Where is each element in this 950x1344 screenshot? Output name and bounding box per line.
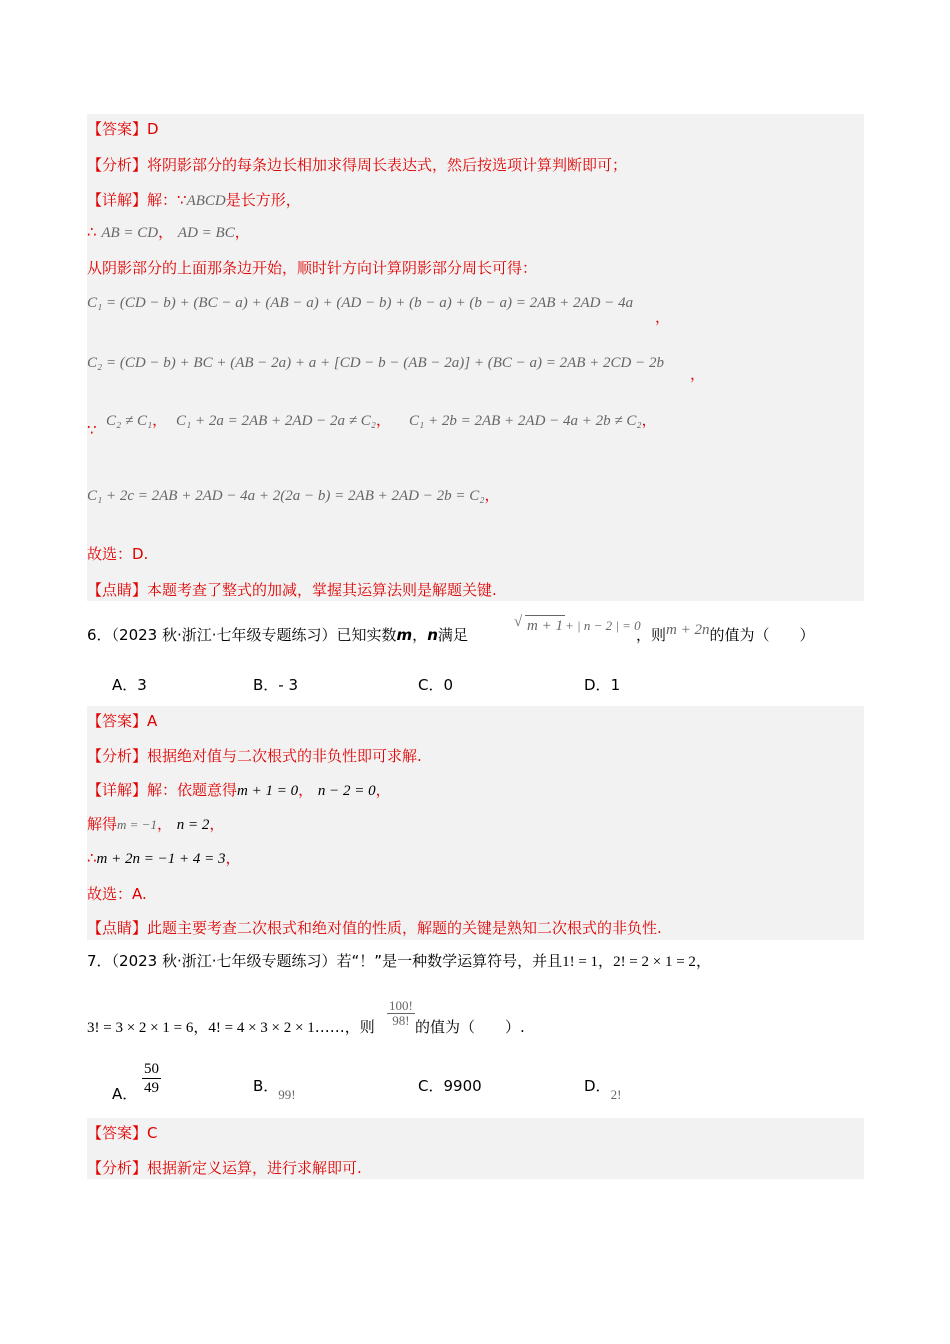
eq: n − 2 = 0 — [317, 783, 376, 799]
detail-tag: 【详解】 — [87, 191, 148, 209]
eq: 4! = 4 × 3 × 2 × 1 — [208, 1020, 315, 1036]
sep: ， — [598, 952, 614, 970]
q6-comment-line — [87, 918, 662, 938]
q7-option-d[interactable] — [584, 1076, 622, 1102]
sep: ， — [298, 781, 314, 799]
end: ， — [209, 815, 225, 833]
q5-answer-line — [87, 119, 159, 139]
q6-option-d[interactable] — [584, 675, 620, 695]
answer-tag: 【答案】 — [87, 1124, 148, 1142]
stem-end: 的值为（ ）. — [415, 1018, 525, 1036]
eq-ne2-math: C₁ + 2a = 2AB + 2AD − 2a ≠ C₂ — [176, 413, 376, 429]
answer-value: A — [147, 712, 158, 730]
eq: m = −1 — [117, 817, 157, 832]
q5-line2 — [87, 222, 250, 243]
q5-because-line — [87, 420, 97, 440]
q6-therefore-line — [87, 848, 241, 869]
comma: ， — [412, 626, 428, 644]
eq-ab-cd: AB = CD — [101, 225, 159, 241]
eq-c1-math: C₁ = (CD − b) + (BC − a) + (AB − a) + (AD − b) + (b − a) + (b − a) = 2AB + 2AD − 4a — [87, 295, 634, 311]
option-letter: D． — [584, 1077, 611, 1095]
analysis-tag: 【分析】 — [87, 747, 148, 765]
detail-tag: 【详解】 — [87, 781, 148, 799]
q5-analysis-line — [87, 155, 627, 175]
option-letter: A． — [112, 1085, 138, 1103]
analysis-tag: 【分析】 — [87, 1159, 148, 1177]
denominator: 98! — [392, 1013, 410, 1028]
q5-line3 — [87, 258, 537, 278]
eq: 2! = 2 × 1 = 2 — [613, 954, 696, 970]
because-symbol: ∵ — [87, 421, 97, 439]
q5-ne1 — [106, 410, 167, 431]
denominator: 49 — [144, 1080, 160, 1096]
eq: m + 1 = 0 — [237, 783, 299, 799]
detail-prefix: 解：∵ — [147, 191, 187, 209]
analysis-tag: 【分析】 — [87, 156, 148, 174]
end: ， — [234, 223, 250, 241]
numerator: 50 — [144, 1061, 160, 1077]
ellipsis: …… — [314, 1018, 345, 1036]
q5-eq-c1 — [87, 292, 633, 313]
choose-text: 故选：A. — [87, 885, 147, 903]
q7-answer-line — [87, 1123, 158, 1143]
comment-text: 此题主要考查二次根式和绝对值的性质，解题的关键是熟知二次根式的非负性. — [147, 919, 662, 937]
comment-tag: 【点睛】 — [87, 581, 148, 599]
target-expr: m + 2n — [666, 622, 710, 638]
q6-stem-end: 的值为（ ） — [709, 626, 815, 644]
q5-choose-line — [87, 544, 148, 564]
choose-text: 故选：D. — [87, 545, 149, 563]
q5-eq-c2 — [87, 352, 664, 373]
eq-ne3-math: C₁ + 2b = 2AB + 2AD − 4a + 2b ≠ C₂ — [409, 413, 642, 429]
comma: ， — [375, 411, 391, 429]
detail-prefix: 解：依题意得 — [147, 781, 238, 799]
q6-answer-line — [87, 711, 157, 731]
q6-choose-line — [87, 884, 147, 904]
option-text: 99! — [278, 1087, 296, 1102]
comma: ， — [484, 486, 500, 504]
analysis-text: 根据新定义运算，进行求解即可. — [147, 1159, 362, 1177]
q5-ne3 — [409, 410, 657, 431]
detail-math: ABCD — [186, 193, 226, 209]
eq: n = 2 — [176, 817, 210, 833]
sep: ， — [193, 1018, 209, 1036]
option-text: 0 — [443, 676, 454, 694]
sep: ， — [156, 815, 172, 833]
comment-tag: 【点睛】 — [87, 919, 148, 937]
q6-condition — [515, 615, 641, 636]
numerator: 100! — [389, 998, 413, 1013]
comma: ， — [690, 365, 706, 383]
option-text: 9900 — [443, 1077, 482, 1095]
solve-prefix: 解得 — [87, 815, 118, 833]
sqrt-expr: √ m + 1 — [525, 615, 565, 636]
option-letter: B． — [253, 676, 279, 694]
end: ， — [375, 781, 391, 799]
q6-analysis-line — [87, 746, 422, 766]
answer-tag: 【答案】 — [87, 712, 148, 730]
answer-value: C — [147, 1124, 158, 1142]
option-text: - 3 — [278, 676, 299, 694]
q6-option-b[interactable] — [253, 675, 298, 695]
q5-eq-c2-end — [690, 364, 705, 384]
sep: ， — [695, 952, 711, 970]
option-text: 1 — [610, 676, 621, 694]
detail-suffix: 是长方形， — [225, 191, 301, 209]
analysis-text: 根据绝对值与二次根式的非负性即可求解. — [147, 747, 422, 765]
q6-option-a[interactable] — [112, 675, 147, 695]
eq-c-math: C₁ + 2c = 2AB + 2AD − 4a + 2(2a − b) = 2AB + 2AD − 2b = C₂ — [87, 488, 485, 504]
q6-stem-mid2: ，则 — [636, 626, 667, 644]
eq: m + 2n = −1 + 4 = 3 — [96, 851, 226, 867]
comma: ， — [641, 411, 657, 429]
comma: ， — [152, 411, 168, 429]
fraction-50-49 — [142, 1060, 161, 1097]
q6-stem — [87, 625, 468, 645]
abs-expr: + | n − 2 | = 0 — [564, 618, 641, 633]
answer-tag: 【答案】 — [87, 120, 148, 138]
q6-stem-prefix: 6．（2023 秋·浙江·七年级专题练习）已知实数 — [87, 626, 397, 644]
option-letter: A． — [112, 676, 138, 694]
eq: 1! = 1 — [562, 954, 599, 970]
therefore-symbol: ∴ — [87, 223, 97, 241]
option-letter: C． — [418, 676, 444, 694]
option-letter: C． — [418, 1077, 444, 1095]
q6-stem-mid: 满足 — [437, 626, 468, 644]
line3-text: 从阴影部分的上面那条边开始，顺时针方向计算阴影部分周长可得： — [87, 259, 538, 277]
q7-stem — [87, 951, 711, 972]
sep: ， — [158, 223, 174, 241]
fraction-100-98 — [387, 999, 415, 1028]
q7-option-c[interactable] — [418, 1076, 482, 1096]
q6-solve-line — [87, 814, 224, 835]
eq-c2-math: C₂ = (CD − b) + BC + (AB − 2a) + a + [CD − b − (AB − 2a)] + (BC − a) = 2AB + 2CD − 2b — [87, 355, 665, 371]
q6-option-c[interactable] — [418, 675, 453, 695]
q7-fraction — [387, 999, 415, 1028]
q7-option-a[interactable] — [112, 1060, 161, 1103]
var-n: n — [427, 626, 438, 644]
var-m: m — [396, 626, 413, 644]
therefore-symbol: ∴ — [87, 849, 97, 867]
analysis-text: 将阴影部分的每条边长相加求得周长表达式，然后按选项计算判断即可； — [147, 156, 628, 174]
q7-stem-line2 — [87, 1017, 375, 1038]
q6-stem-tail — [636, 622, 815, 646]
q6-detail-line — [87, 780, 391, 801]
option-text: 2! — [610, 1087, 622, 1102]
comment-text: 本题考查了整式的加减，掌握其运算法则是解题关键. — [147, 581, 497, 599]
q7-stem-end — [415, 1017, 525, 1037]
q5-detail-line — [87, 190, 301, 211]
q5-eq-c — [87, 485, 499, 506]
q7-stem-prefix: 7．（2023 秋·浙江·七年级专题练习）若“！”是一种数学运算符号，并且 — [87, 952, 563, 970]
q5-ne2 — [176, 410, 391, 431]
answer-value: D — [147, 120, 159, 138]
end: ， — [225, 849, 241, 867]
q7-option-b[interactable] — [253, 1076, 296, 1102]
q5-comment-line — [87, 580, 497, 600]
eq-ne1-math: C₂ ≠ C₁ — [106, 413, 153, 429]
q5-eq-c1-end — [655, 307, 670, 327]
comma: ， — [655, 308, 671, 326]
q7-analysis-line — [87, 1158, 362, 1178]
option-letter: D． — [584, 676, 611, 694]
option-text: 3 — [137, 676, 147, 694]
eq: 3! = 3 × 2 × 1 = 6 — [87, 1020, 194, 1036]
stem-mid: ，则 — [344, 1018, 375, 1036]
eq-ad-bc: AD = BC — [177, 225, 235, 241]
option-letter: B． — [253, 1077, 279, 1095]
